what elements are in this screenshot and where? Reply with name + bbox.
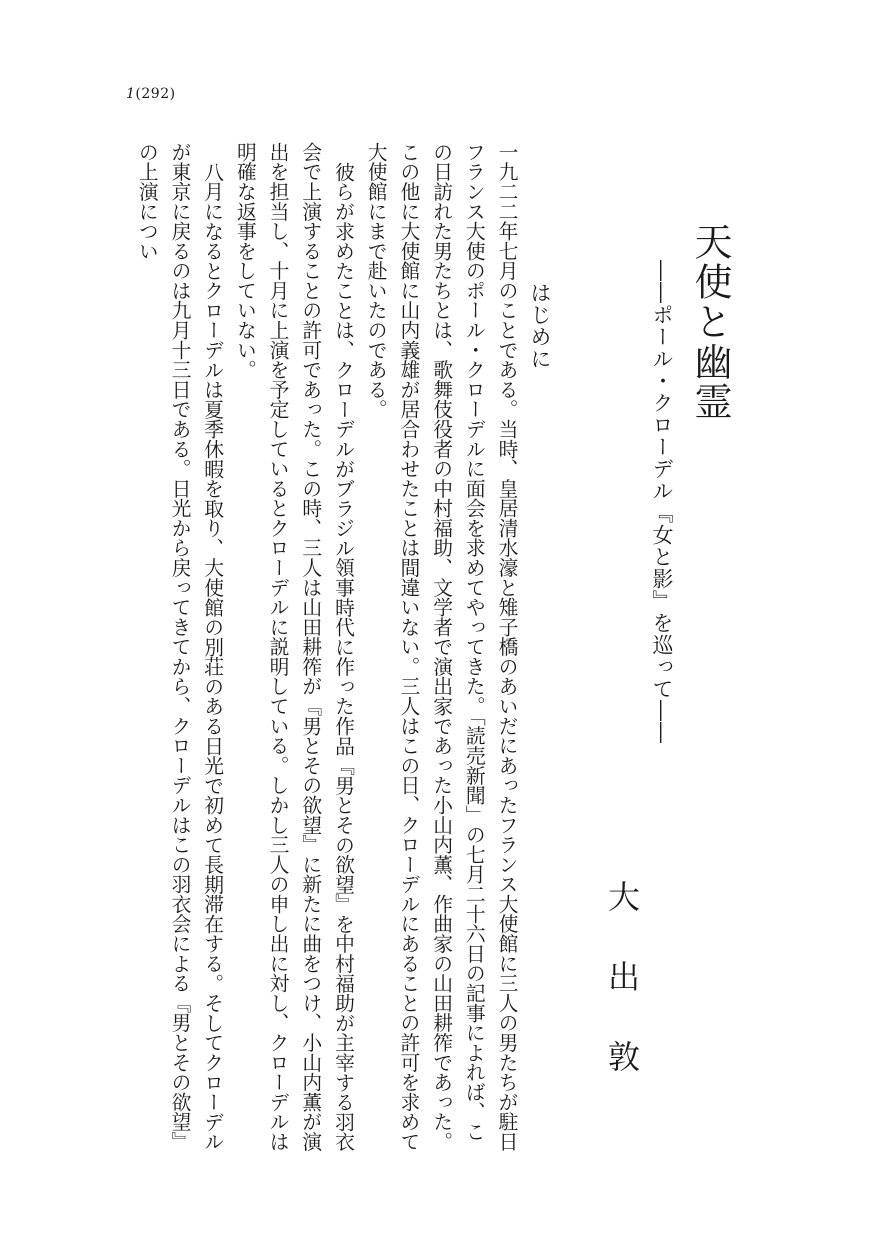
- body-text: [104, 142, 522, 1152]
- paragraph-2: 彼らが求めたことは、クローデルがブラジル領事時代に作った作品『男とその欲望』を中村福助が主宰する羽衣会で上演することの許可であった。この時、三人は山田耕筰が『男とその欲望』に新たに曲をつけ、小山内薫が演出を担当し、十月に上演を予定しているとクローデルに説明している。しかし三人の申し出に対し、クローデルは明確な返事をしていない。: [233, 142, 355, 1152]
- author-name: 大出敦: [603, 880, 641, 1120]
- paragraph-3: 八月になるとクローデルは夏季休暇を取り、大使館の別荘のある日光で初めて長期滞在する。そしてクローデルが東京に戻るのは九月十三日である。日光から戻ってきてから、クローデルはこの羽衣会による『男とその欲望』の上演につい: [135, 142, 224, 1152]
- paragraph-1: 一九二二年七月のことである。当時、皇居清水濠と雉子橋のあいだにあったフランス大使館に三人の男たちが駐日フランス大使のポール・クローデルに面会を求めてやってきた。「読売新聞」の七月二十六日の記事によれば、この日訪れた男たちとは、歌舞伎役者の中村福助、文学者で演出家であった小山内薫、作曲家の山田耕筰であった。この他に大使館に山内義雄が居合わせたことは間違いない。三人はこの日、クローデルにあることの許可を求めて大使館にまで赴いたのである。: [364, 142, 518, 1152]
- section-heading: はじめに: [528, 282, 552, 370]
- page-number-paren: (292): [135, 86, 176, 102]
- article-subtitle: ――ポール・クローデル『女と影』を巡って――: [650, 260, 674, 744]
- page-number-value: 1: [126, 86, 136, 102]
- article-title: 天使と幽霊: [688, 222, 732, 422]
- page-number: [126, 86, 176, 102]
